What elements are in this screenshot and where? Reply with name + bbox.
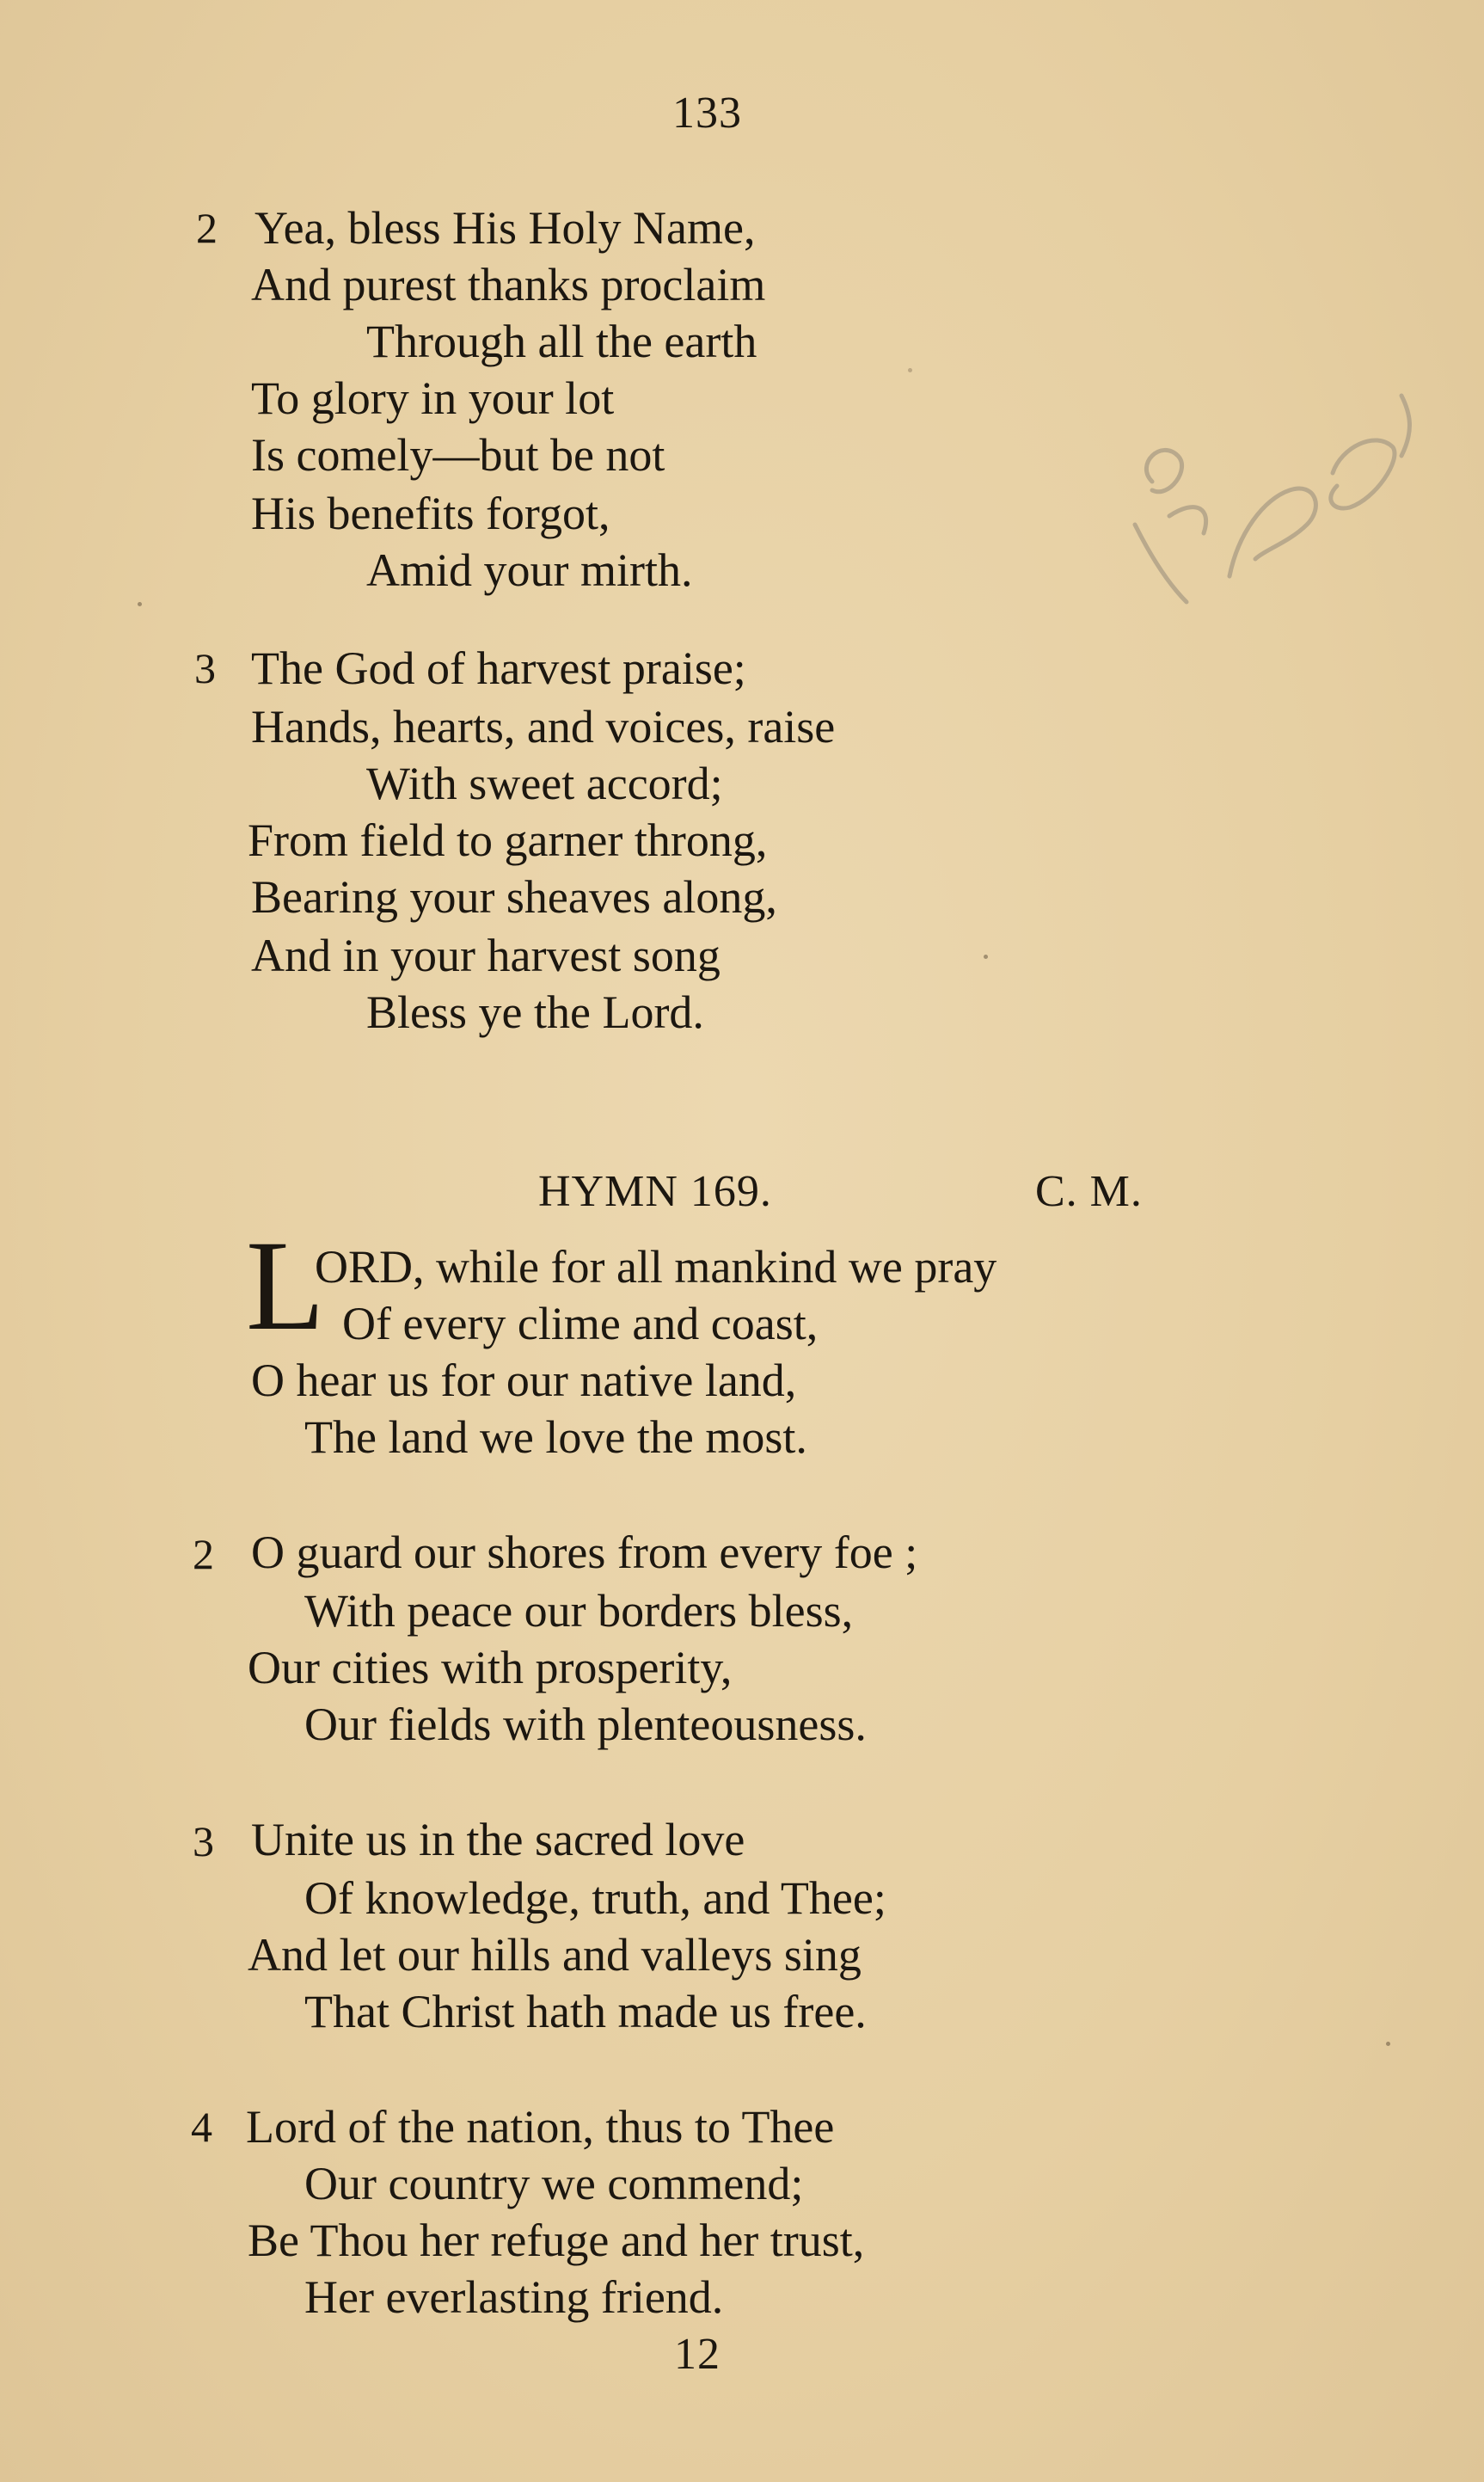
- verse-line: Through all the earth: [366, 316, 757, 367]
- verse-line: And purest thanks proclaim: [251, 259, 766, 310]
- paper-speck: [984, 955, 988, 959]
- stanza-number: 3: [193, 1817, 214, 1865]
- verse-line: Our country we commend;: [304, 2158, 804, 2209]
- verse-line: And let our hills and valleys sing: [248, 1929, 862, 1981]
- verse-line: Of knowledge, truth, and Thee;: [304, 1872, 886, 1924]
- verse-line: The land we love the most.: [304, 1411, 807, 1463]
- drop-cap: L: [246, 1214, 325, 1357]
- verse-line: From field to garner throng,: [248, 814, 768, 866]
- page-number: 133: [672, 89, 742, 138]
- signature-mark: 12: [674, 2330, 721, 2379]
- hymn-title: HYMN 169.: [538, 1167, 772, 1216]
- verse-line: The God of harvest praise;: [251, 642, 746, 694]
- stanza-number: 3: [194, 644, 216, 692]
- verse-line: Is comely—but be not: [251, 429, 665, 481]
- verse-line: Yea, bless His Holy Name,: [254, 202, 756, 254]
- verse-line: With sweet accord;: [366, 758, 723, 809]
- stanza-number: 2: [196, 204, 218, 252]
- verse-line: Amid your mirth.: [366, 544, 693, 596]
- verse-line: O hear us for our native land,: [251, 1355, 797, 1406]
- verse-line: Unite us in the sacred love: [251, 1814, 745, 1865]
- pencil-marginalia-mark: [1118, 378, 1427, 636]
- stanza-number: 4: [191, 2103, 212, 2151]
- verse-line: With peace our borders bless,: [304, 1585, 854, 1637]
- verse-line: To glory in your lot: [251, 372, 615, 424]
- verse-line: Lord of the nation, thus to Thee: [246, 2101, 835, 2153]
- verse-line: Her everlasting friend.: [304, 2271, 724, 2323]
- verse-line: Our fields with plenteousness.: [304, 1699, 867, 1750]
- verse-line: Be Thou her refuge and her trust,: [248, 2215, 865, 2266]
- verse-line: Of every clime and coast,: [342, 1298, 819, 1349]
- hymn-meter: C. M.: [1035, 1167, 1143, 1216]
- verse-line: Hands, hearts, and voices, raise: [251, 701, 836, 753]
- paper-speck: [1386, 2042, 1390, 2046]
- verse-line: And in your harvest song: [251, 930, 721, 981]
- verse-line: His benefits forgot,: [251, 488, 610, 539]
- verse-line: O guard our shores from every foe ;: [251, 1527, 918, 1578]
- verse-line: Bearing your sheaves along,: [251, 871, 777, 923]
- verse-line: Our cities with prosperity,: [248, 1642, 733, 1693]
- paper-speck: [908, 368, 912, 372]
- verse-line: ORD, while for all mankind we pray: [315, 1241, 997, 1293]
- verse-line: That Christ hath made us free.: [304, 1986, 867, 2037]
- paper-speck: [138, 602, 142, 606]
- verse-line: Bless ye the Lord.: [366, 986, 704, 1038]
- stanza-number: 2: [193, 1530, 214, 1578]
